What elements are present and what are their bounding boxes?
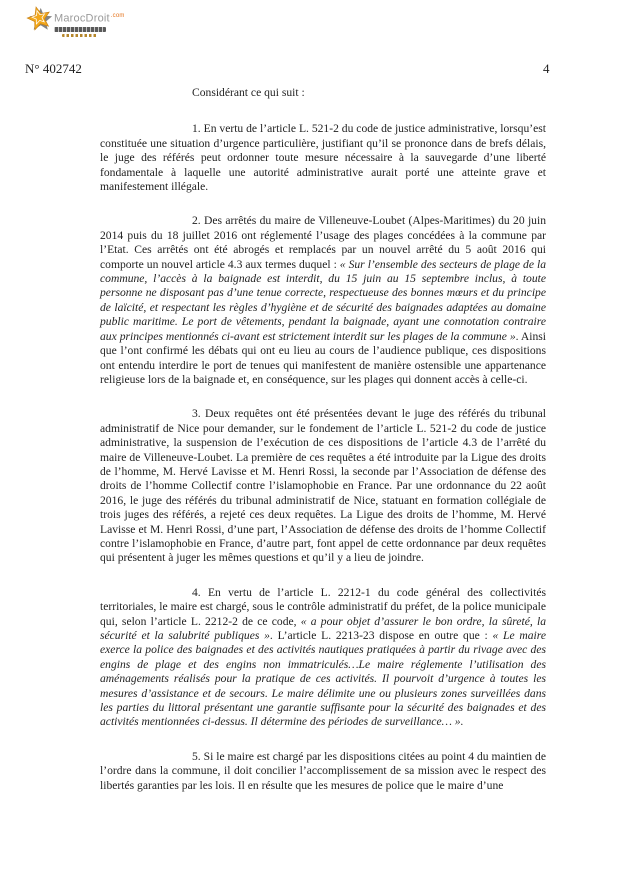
body-text: 4. En vertu de l’article L. 2212-1 du code général des collectivités territoriales, le maire est chargé, sous le contrôle administratif du préfet, de la police municipale qui, selon l’article L. 2212-2 de ce code, xyxy=(100,585,546,628)
quoted-text: « Sur l’ensemble des secteurs de plage de la commune, l’accès à la baignade est interdit, du 15 juin au 15 septembre inclus, à toute personne ne disposant pas d’une tenue correcte, respectueuse des bonnes mœurs et du principe de laïcité, et respectant les règles d’hygiène et de sécurité des baignades adaptées au domaine public maritime. Le port de vêtements, pendant la baignade, ayant une connotation contraire aux principes mentionnés ci-avant est strictement interdit sur les plages de la commune » xyxy=(100,257,547,343)
paragraph-list xyxy=(100,122,546,793)
star-icon xyxy=(26,5,52,31)
case-number: N° 402742 xyxy=(25,61,82,76)
body-text: 5. Si le maire est chargé par les dispositions citées au point 4 du maintien de l’ordre dans la commune, il doit concilier l’accomplissement de sa mission avec le respect des libertés garanties par les lois. Il en résulte que les mesures de police que le maire d’une xyxy=(100,749,546,792)
quoted-text: « a pour objet d’assurer le bon ordre, la sûreté, la sécurité et la salubrité publiques » xyxy=(100,614,546,642)
paragraph xyxy=(100,586,546,730)
body-text: 3. Deux requêtes ont été présentées devant le juge des référés du tribunal administratif de Nice pour demander, sur le fondement de l’article L. 521-2 du code de justice administrative, la suspension de l’exécution de ces dispositions de l’article 4.3 de l’arrêté du maire de Villeneuve-Loubet. La première de ces requêtes a été introduite par la Ligue des droits de l’homme, M. Hervé Lavisse et M. Henri Rossi, la seconde par l’Association de défense des droits de l’homme Collectif contre l’islamophobie en France. Par une ordonnance du 22 août 2016, le juge des référés du tribunal administratif de Nice, statuant en formation collégiale de trois juges des référés, a rejeté ces deux requêtes. La Ligue des droits de l’homme, M. Hervé Lavisse et M. Henri Rossi, d’une part, l’Association de défense des droits de l’homme Collectif contre l’islamophobie en France, d’autre part, font appel de cette ordonnance par deux requêtes qui présentent à juger les mêmes questions et qu’il y a lieu de joindre. xyxy=(100,407,546,565)
brand-name: MarocDroit$^{.com}$ xyxy=(54,12,125,25)
document-body xyxy=(100,86,546,813)
logo-arabic-tagline xyxy=(62,34,98,38)
body-text: . L’article L. 2213-23 dispose en outre que : xyxy=(269,629,493,642)
quoted-text: « Le maire exerce la police des baignades et des activités nautiques pratiquées à partir du rivage avec des engins de plage et des engins non immatriculés…Le maire réglemente l’utilisation des aménagements réalisés pour la pratique de ces activités. Il pourvoit d’urgence à toutes les mesures d’assistance et de secours. Le maire délimite une ou plusieurs zones surveillées dans les parties du littoral présentant une garantie suffisante pour la sécurité des baignades et des activités mentionnées ci-dessus. Il détermine des périodes de surveillance… ». xyxy=(100,629,546,729)
body-text: . Ainsi que l’ont confirmé les débats qui ont eu lieu au cours de l’audience publique, ces dispositions ont entendu interdire le port de tenues qui manifestent de manière ostensible une appartenance religieuse lors de la baignade et, en conséquence, sur les plages qui donnent accès à celle-ci. xyxy=(100,329,546,386)
paragraph xyxy=(100,122,546,194)
body-text: 2. Des arrêtés du maire de Villeneuve-Loubet (Alpes-Maritimes) du 20 juin 2014 puis du 18 juillet 2016 ont réglementé l’usage des plages concédées à la commune par l’Etat. Ces arrêtés ont été abrogés et remplacés par un nouvel arrêté du 5 août 2016 qui comporte un nouvel article 4.3 aux termes duquel : xyxy=(100,214,546,271)
paragraph xyxy=(100,407,546,565)
paragraph xyxy=(100,750,546,793)
logo-tagline-band xyxy=(54,27,106,32)
considerant-heading: Considérant ce qui suit : xyxy=(192,86,305,99)
brand-suffix: .com xyxy=(110,13,125,19)
page-number: 4 xyxy=(543,61,550,76)
paragraph xyxy=(100,214,546,387)
site-logo xyxy=(26,5,125,37)
body-text: 1. En vertu de l’article L. 521-2 du code de justice administrative, lorsqu’est constituée une situation d’urgence particulière, justifiant qu’il se prononce dans de brefs délais, le juge des référés peut ordonner toute mesure nécessaire à la sauvegarde d’une liberté fondamentale à laquelle une autorité administrative aurait porté une atteinte grave et manifestement illégale. xyxy=(100,122,546,194)
